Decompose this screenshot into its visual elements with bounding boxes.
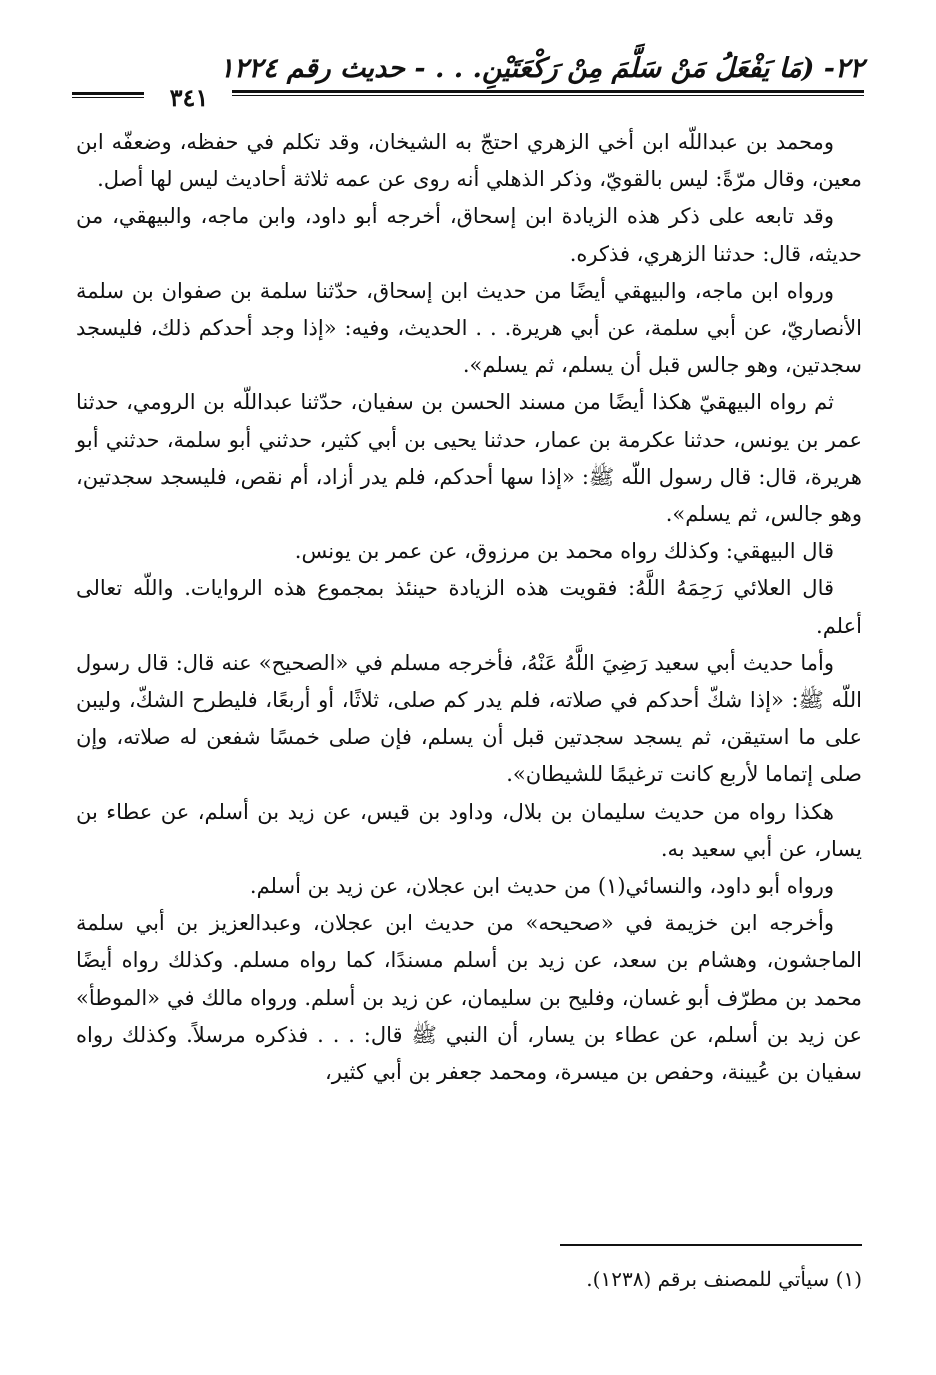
main-text [76,124,862,1091]
paragraph: ثم رواه البيهقيّ هكذا أيضًا من مسند الحسن بن سفيان، حدّثنا عبداللّه بن الرومي، حدثنا عمر بن يونس، حدثنا عكرمة بن عمار، حدثنا يحيى بن أبي كثير، حدثني أبو سلمة، حدثني أبو هريرة، قال: قال رسول اللّه ﷺ: «إذا سها أحدكم، فلم يدر أزاد، أم نقص، فليسجد سجدتين، وهو جالس، ثم يسلم». [76,390,862,527]
footnote: (١) سيأتي للمصنف برقم (١٢٣٨). [586,1267,862,1291]
paragraph: ومحمد بن عبداللّه ابن أخي الزهري احتجّ به الشيخان، وقد تكلم في حفظه، وضعفّه ابن معين، وقال مرّةً: ليس بالقويّ، وذكر الذهلي أنه روى عن عمه ثلاثة أحاديث ليس لها أصل. [76,130,862,192]
footnote-separator [560,1244,862,1246]
paragraph: ورواه أبو داود، والنسائي(١) من حديث ابن عجلان، عن زيد بن أسلم. [249,874,834,899]
header-rule [232,90,864,96]
page-number: ٣٤١ [169,83,209,112]
page-number-rule [72,92,144,98]
paragraph: وأخرجه ابن خزيمة في «صحيحه» من حديث ابن عجلان، وعبدالعزيز بن أبي سلمة الماجشون، وهشام بن سعد، عن زيد بن أسلم مسندًا، كما رواه مسلم. وكذلك رواه أيضًا محمد بن مطرّف أبو غسان، وفليح بن سليمان، عن زيد بن أسلم. ورواه مالك في «الموطأ» عن زيد بن أسلم، عن عطاء بن يسار، أن النبي ﷺ قال: . . . فذكره مرسلاً. وكذلك رواه سفيان بن عُيينة، وحفص بن ميسرة، ومحمد جعفر بن أبي كثير، [76,911,862,1085]
paragraph: ورواه ابن ماجه، والبيهقي أيضًا من حديث ابن إسحاق، حدّثنا سلمة بن صفوان بن سلمة الأنصاريّ، عن أبي سلمة، عن أبي هريرة. . . الحديث، وفيه: «إذا وجد أحدكم ذلك، فليسجد سجدتين، وهو جالس قبل أن يسلم، ثم يسلم». [76,278,862,378]
paragraph: قال العلائي رَحِمَهُ اللَّهُ: فقويت هذه الزيادة حينئذ بمجموع هذه الروايات. واللّه تعالى أعلم. [76,576,862,638]
paragraph: وأما حديث أبي سعيد رَضِيَ اللَّهُ عَنْهُ، فأخرجه مسلم في «الصحيح» عنه قال: قال رسول اللّه ﷺ: «إذا شكّ أحدكم في صلاته، فلم يدر كم صلى، ثلاثًا، أو أربعًا، فليطرح الشكّ، وليبن على ما استيقن، ثم يسجد سجدتين قبل أن يسلم، فإن صلى خمسًا شفعن له صلاته، وإن صلى إتماما لأربع كانت ترغيمًا للشيطان». [76,650,862,787]
paragraph: وقد تابعه على ذكر هذه الزيادة ابن إسحاق، أخرجه أبو داود، وابن ماجه، والبيهقي، من حديثه، قال: حدثنا الزهري، فذكره. [76,204,862,266]
chapter-title: ٢٢- (مَا يَفْعَلُ مَنْ سَلَّمَ مِنْ رَكْعَتَيْنِ. . . - حديث رقم ١٢٢٤ [219,53,864,84]
running-header [72,48,864,112]
paragraph: هكذا رواه من حديث سليمان بن بلال، وداود بن قيس، عن زيد بن أسلم، عن عطاء بن يسار، عن أبي سعيد به. [76,799,862,861]
paragraph: قال البيهقي: وكذلك رواه محمد بن مرزوق، عن عمر بن يونس. [294,539,834,564]
